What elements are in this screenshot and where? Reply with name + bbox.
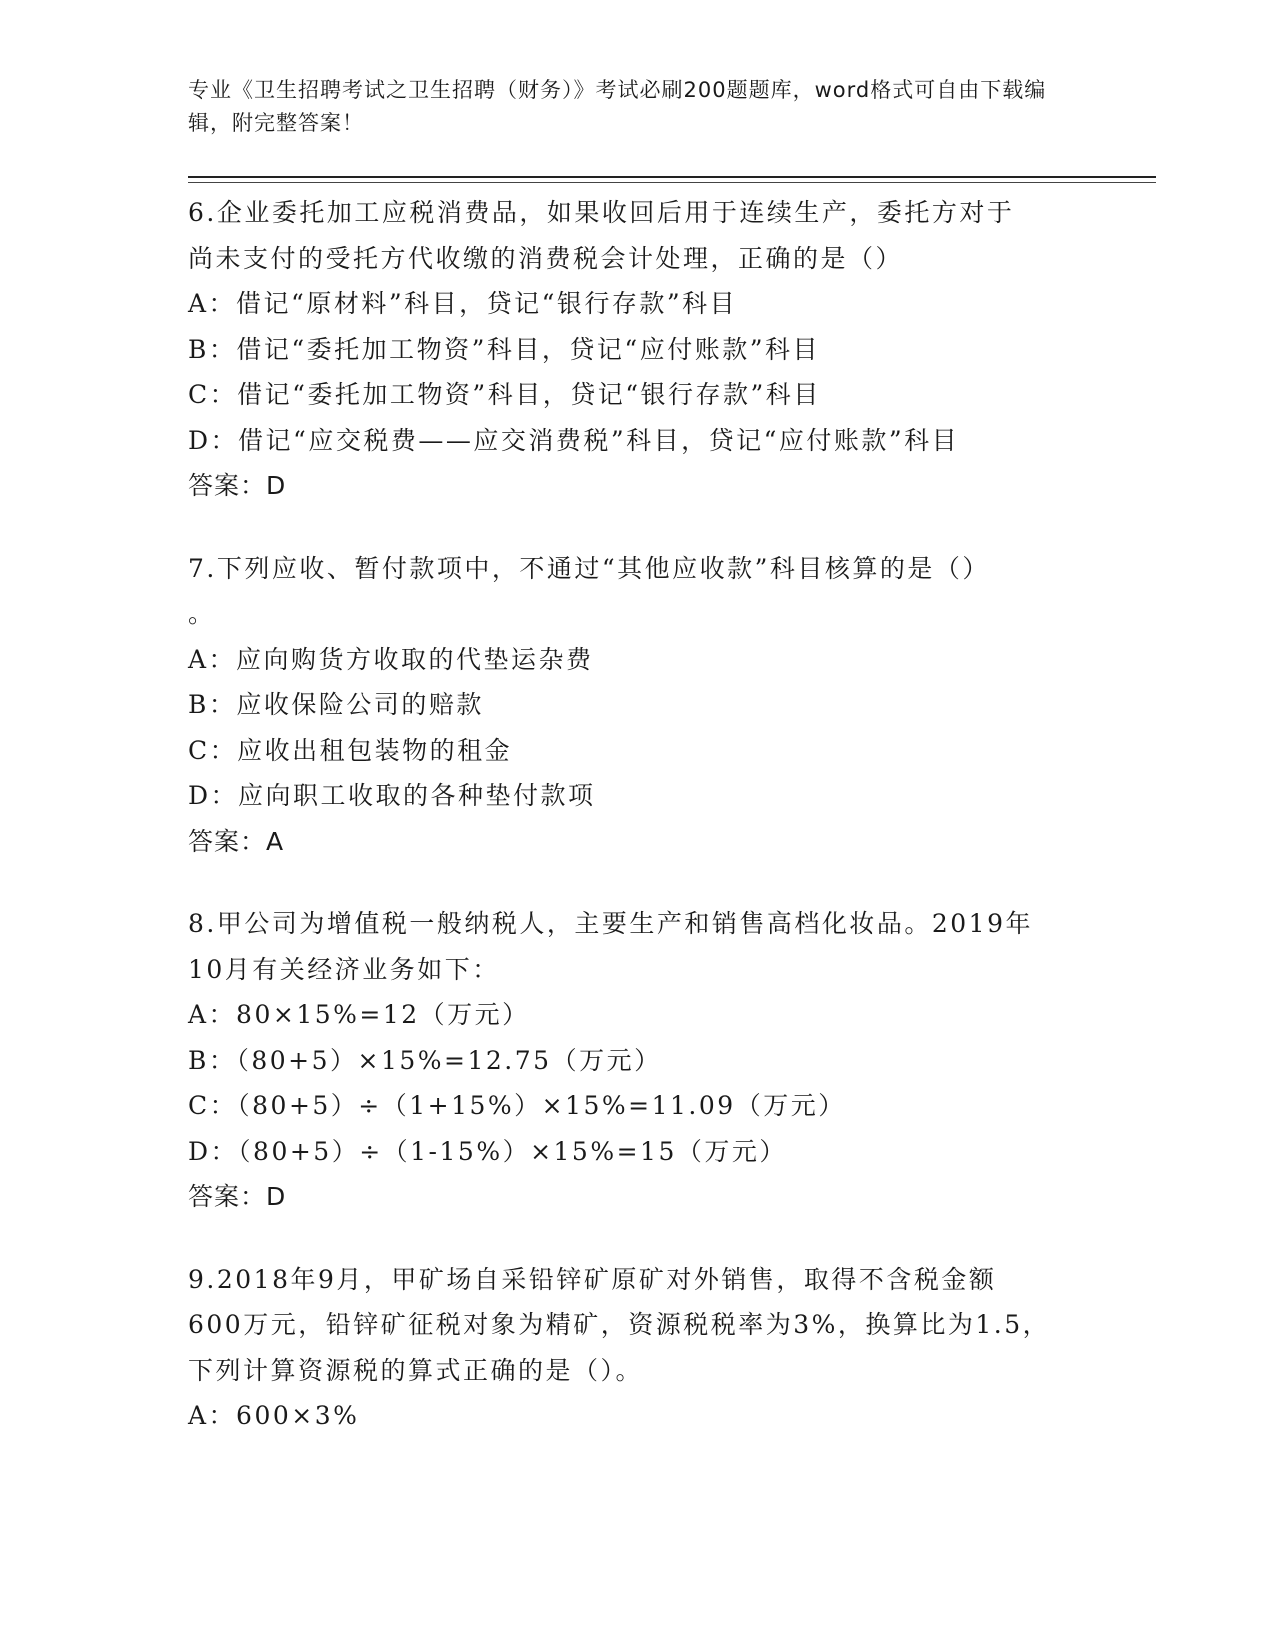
question-stem-line: 尚未支付的受托方代收缴的消费税会计处理，正确的是（） [188,243,904,273]
option-c: C：借记“委托加工物资”科目，贷记“银行存款”科目 [188,380,821,409]
answer: 答案：D [188,1182,287,1211]
question-9 [188,1257,1068,1439]
document-header: 专业《卫生招聘考试之卫生招聘（财务）》考试必刷200题题库，word格式可自由下载编辑，附完整答案！ [188,78,1047,135]
question-stem-line: 10月有关经济业务如下： [188,954,500,984]
option-c: C：应收出租包装物的租金 [188,735,513,765]
question-stem-line: 。 [188,599,216,628]
question-stem-line: 7.下列应收、暂付款项中，不通过“其他应收款”科目核算的是（） [188,553,990,583]
header-divider-thin [188,182,1156,183]
question-7 [188,546,1068,865]
option-b: B：（80+5）×15%=12.75（万元） [188,1045,662,1075]
option-a: A：600×3% [188,1401,360,1430]
header-divider-thick [188,176,1156,178]
option-b: B：应收保险公司的赔款 [188,690,484,719]
option-b: B：借记“委托加工物资”科目，贷记“应付账款”科目 [188,334,820,364]
question-stem-line: 600万元，铅锌矿征税对象为精矿，资源税税率为3%，换算比为1.5， [188,1310,1051,1339]
answer: 答案：D [188,471,287,500]
option-d: D：借记“应交税费——应交消费税”科目，贷记“应付账款”科目 [188,425,960,455]
option-a: A：80×15%=12（万元） [188,1000,530,1029]
question-stem-line: 6.企业委托加工应税消费品，如果收回后用于连续生产，委托方对于 [188,198,1015,227]
option-d: D：应向职工收取的各种垫付款项 [188,781,596,810]
question-8 [188,901,1068,1220]
option-a: A：借记“原材料”科目，贷记“银行存款”科目 [188,289,738,318]
option-d: D：（80+5）÷（1-15%）×15%=15（万元） [188,1136,787,1166]
question-list [188,190,1068,1476]
option-c: C：（80+5）÷（1+15%）×15%=11.09（万元） [188,1091,846,1120]
question-6 [188,190,1068,509]
option-a: A：应向购货方收取的代垫运杂费 [188,644,594,674]
answer: 答案：A [188,826,285,856]
question-stem-line: 9.2018年9月，甲矿场自采铅锌矿原矿对外销售，取得不含税金额 [188,1264,997,1294]
question-stem-line: 8.甲公司为增值税一般纳税人，主要生产和销售高档化妆品。2019年 [188,909,1033,938]
question-stem-line: 下列计算资源税的算式正确的是（）。 [188,1355,644,1385]
